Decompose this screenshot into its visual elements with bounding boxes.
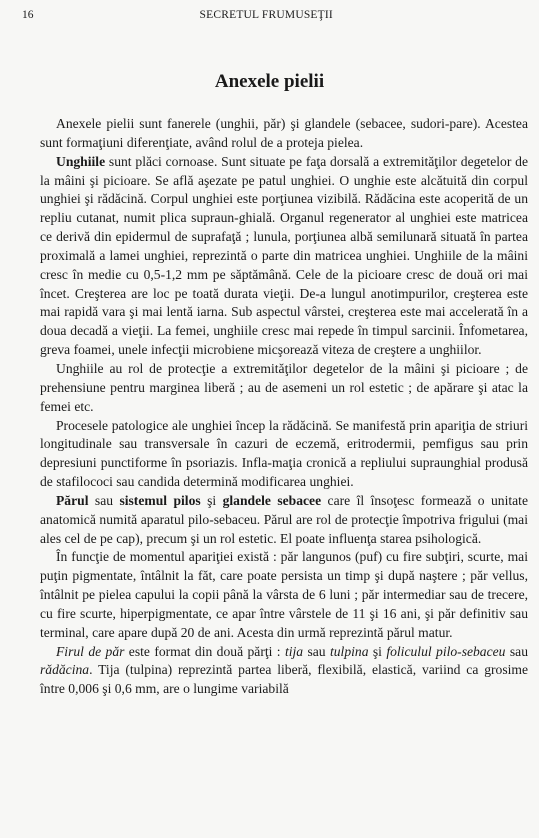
text-run: sunt plăci cornoase. Sunt situate pe faţa dorsală a extremităţilor degetelor de la mâini şi picioare. Se află aşezate pe patul unghiei. O unghie este alcătuită din corpul unghiei şi rădăcină. Corpul unghiei este porţiunea vizibilă. Rădăcina este acoperită de un repliu cutanat, numit plica supraun-ghială. Organul regenerator al unghiei este matricea ce derivă din epidermul de suprafaţă ; lunula, porţiunea albă semilunară situată în partea proximală a lamei unghiei, reprezintă o parte din matricea unghiei. Unghiile de la mâini cresc în medie cu 0,5-1,2 mm pe săptămână. Cele de la picioare cresc de două ori mai încet. Creşterea are loc pe toată durata vieţii. De-a lungul anotimpurilor, creşterea este mai rapidă vara şi mai lentă iarna. Sub aspectul vârstei, creşterea este mai accelerată în a doua decadă a vieţii. La femei, unghiile cresc mai repede în timpul sarcinii. Înfometarea, greva foamei, unele infecţii microbiene micşorează viteza de creştere a unghiilor. <box>40 153 528 358</box>
text-run: Anexele pielii sunt fanerele (unghii, păr) şi glandele (sebacee, sudori-pare). Acestea sunt formaţiuni diferenţiate, având rolul de a proteja pielea. <box>40 116 528 150</box>
paragraph <box>40 548 528 642</box>
body-text <box>40 115 528 699</box>
bold-term: glandele sebacee <box>222 492 322 508</box>
italic-term: rădăcina <box>40 662 90 678</box>
text-run: şi <box>200 492 223 508</box>
paragraph <box>40 153 528 360</box>
running-title: SECRETUL FRUMUSEŢII <box>199 9 333 21</box>
paragraph <box>40 115 528 153</box>
italic-term: tija <box>284 643 304 659</box>
text-run: sau <box>505 643 528 659</box>
text-run: În funcţie de momentul apariţiei există : păr langunos (puf) cu fire subţiri, scurte, mai puţin pigmentate, întâlnit la făt, care poate persista un timp şi după naştere ; păr vellus, întâlnit pe pielea capului la copii până la vârsta de 6 luni ; păr intermediar sau de trecere, cu fire scurte, hiperpigmentate, ce apar între vârstele de 11 şi 16 ani, şi păr definitiv sau terminal, care apare după 20 de ani. Acesta din urmă reprezintă părul matur. <box>40 549 528 640</box>
running-header <box>22 8 517 22</box>
text-run: care îl însoţesc formează o unitate anatomică numită aparatul pilo-sebaceu. Părul are rol de protecţie împotriva frigului (mai ales cel de pe cap), precum şi un rol estetic. El poate influenţa starea psihologică. <box>40 492 528 546</box>
italic-term: tulpina <box>329 643 369 659</box>
page-number: 16 <box>22 9 34 21</box>
bold-term: Părul <box>56 492 89 508</box>
paragraph <box>40 492 528 549</box>
text-run: . Tija (tulpina) reprezintă partea liberă, flexibilă, elastică, variind ca grosime între 0,006 şi 0,6 mm, are o lungime variabilă <box>40 662 528 697</box>
text-run: este format din două părţi : <box>124 643 285 659</box>
bold-term: sistemul pilos <box>119 492 201 508</box>
text-run: Procesele patologice ale unghiei încep la rădăcină. Se manifestă prin apariţia de striuri longitudinale sau transversale în cazuri de eczemă, eritrodermii, pemfigus sau prin depresiuni punctiforme în psoriazis. Infla-maţia cronică a repliului supraunghial produsă de stafilococi sau candida determină modificarea unghiei. <box>40 417 528 490</box>
paragraph <box>40 643 528 700</box>
text-run: sau <box>88 492 120 508</box>
paragraph <box>40 417 528 492</box>
text-run: şi <box>368 643 387 659</box>
italic-term: Firul de păr <box>56 643 125 659</box>
paragraph <box>40 360 528 417</box>
section-heading: Anexele pielii <box>214 71 325 92</box>
text-run: Unghiile au rol de protecţie a extremităţilor degetelor de la mâini şi picioare ; de prehensiune pentru marginea liberă ; au de asemeni un rol estetic ; de apărare şi atac la femei etc. <box>40 360 528 414</box>
italic-term: foliculul pilo-sebaceu <box>386 643 506 659</box>
bold-term: Unghiile <box>56 153 106 169</box>
text-run: sau <box>303 643 330 659</box>
